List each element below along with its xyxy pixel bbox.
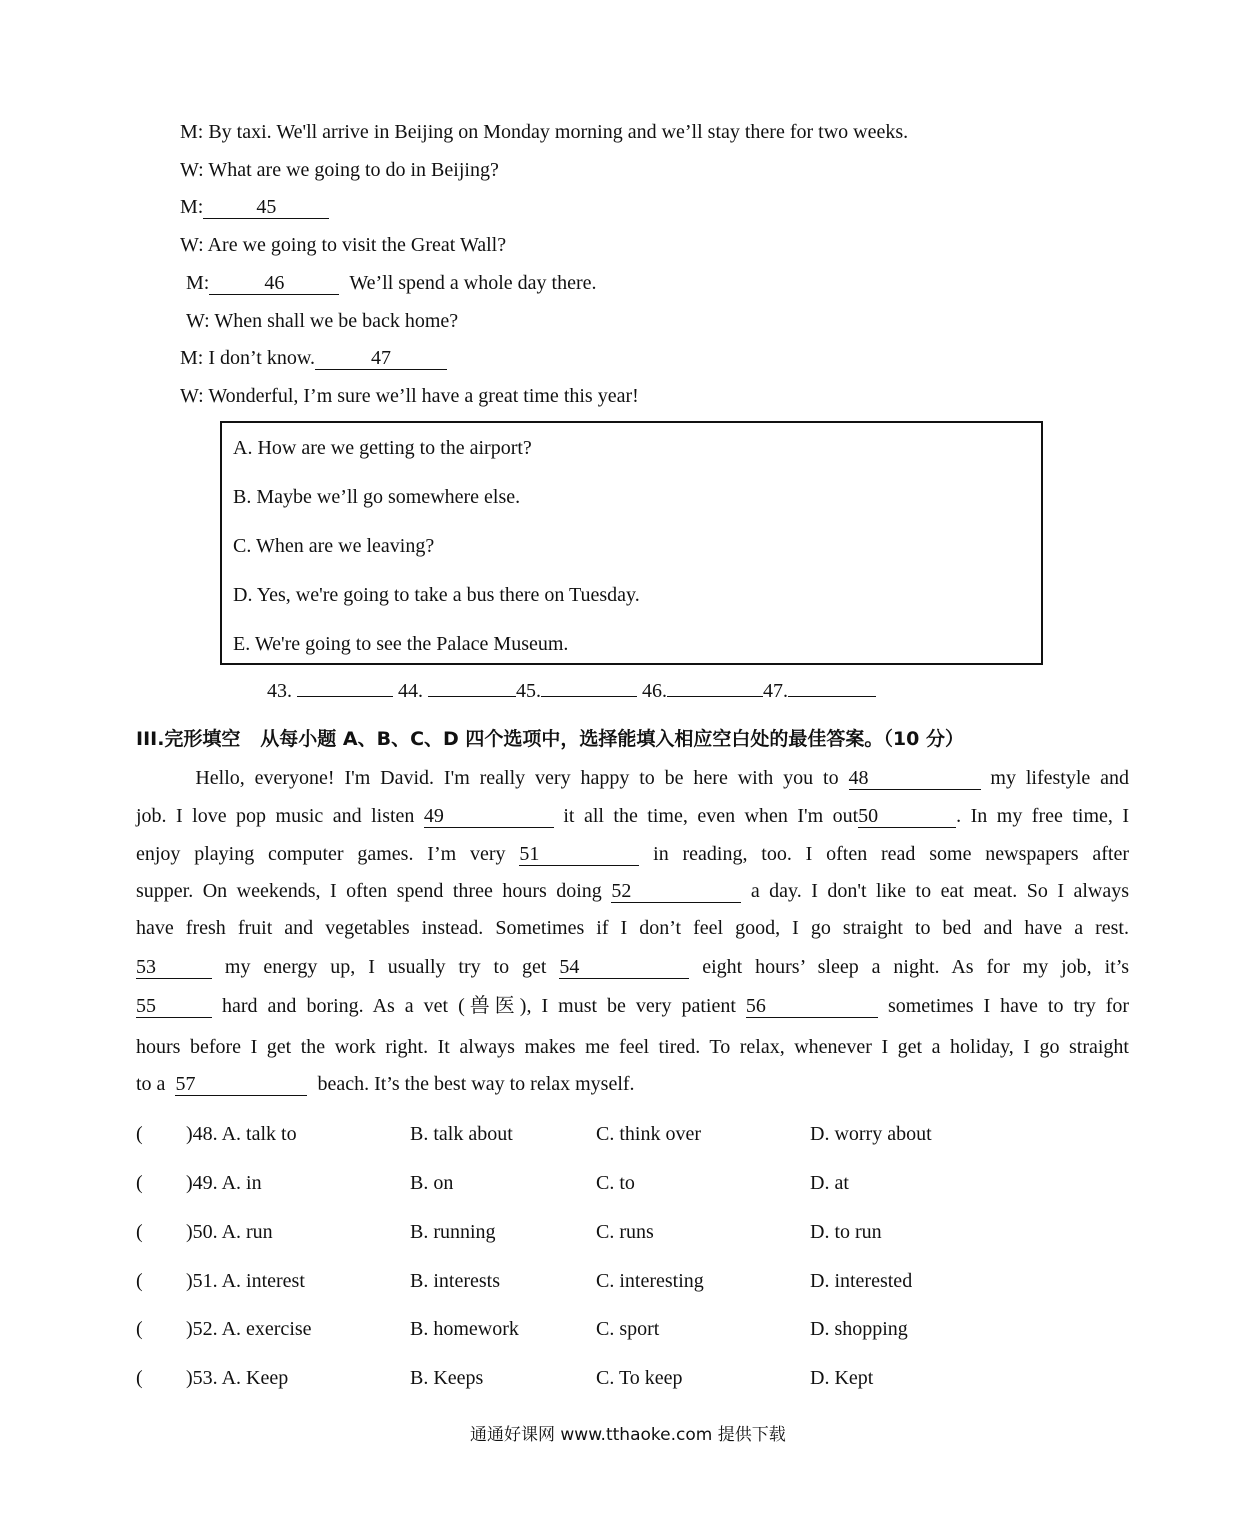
dialogue-line: M: 46 We’ll spend a whole day there.: [186, 272, 597, 294]
passage-blank-54[interactable]: 54: [559, 957, 689, 979]
passage-blank-49[interactable]: 49: [424, 806, 554, 828]
answer-blank-43[interactable]: [297, 695, 393, 697]
option-d: D. Yes, we're going to take a bus there on Tuesday.: [233, 584, 640, 606]
dialogue-line: W: What are we going to do in Beijing?: [180, 159, 499, 181]
answer-blank-45b[interactable]: [541, 695, 637, 697]
answer-paren[interactable]: (: [136, 1123, 143, 1145]
choice-a[interactable]: A. run: [221, 1221, 273, 1243]
choice-b[interactable]: B. running: [410, 1221, 496, 1243]
answer-blank-46b[interactable]: [667, 695, 763, 697]
page-footer: 通通好课网 www.tthaoke.com 提供下载: [470, 1425, 786, 1445]
choice-b[interactable]: B. homework: [410, 1318, 519, 1340]
dialogue-line: W: When shall we be back home?: [186, 310, 459, 332]
passage-blank-52[interactable]: 52: [611, 881, 741, 903]
choice-a[interactable]: A. Keep: [221, 1367, 289, 1389]
choice-c[interactable]: C. sport: [596, 1318, 660, 1340]
answer-blank-46[interactable]: 46: [209, 273, 339, 295]
dialogue-line: M: 45: [180, 197, 329, 219]
choice-b[interactable]: B. Keeps: [410, 1367, 484, 1389]
options-box: [220, 421, 1043, 665]
passage-line: Hello, everyone! I'm David. I'm really very happy to be here with you to 48 my lifestyle and: [195, 767, 1130, 789]
answer-paren[interactable]: (: [136, 1367, 143, 1389]
question-number: )50. A. run: [186, 1221, 273, 1243]
answer-line: 43. 44. 45. 46. 47.: [267, 681, 876, 701]
choice-a[interactable]: A. exercise: [221, 1318, 312, 1340]
question-number: )52. A. exercise: [186, 1318, 312, 1340]
passage-blank-53[interactable]: 53: [136, 957, 212, 979]
answer-paren[interactable]: (: [136, 1318, 143, 1340]
choice-d[interactable]: D. interested: [810, 1270, 913, 1292]
option-c: C. When are we leaving?: [233, 535, 435, 557]
passage-blank-51[interactable]: 51: [519, 844, 639, 866]
question-number: )48. A. talk to: [186, 1123, 297, 1145]
choice-d[interactable]: D. worry about: [810, 1123, 932, 1145]
option-b: B. Maybe we’ll go somewhere else.: [233, 486, 521, 508]
passage-line: job. I love pop music and listen 49 it all the time, even when I'm out50 . In my free time, I: [136, 805, 1129, 827]
choice-b[interactable]: B. interests: [410, 1270, 500, 1292]
answer-blank-45[interactable]: 45: [203, 197, 329, 219]
choice-d[interactable]: D. Kept: [810, 1367, 874, 1389]
dialogue-line: W: Are we going to visit the Great Wall?: [180, 234, 507, 256]
question-number: )51. A. interest: [186, 1270, 305, 1292]
question-number: )53. A. Keep: [186, 1367, 289, 1389]
option-e: E. We're going to see the Palace Museum.: [233, 633, 569, 655]
passage-line: 55 hard and boring. As a vet (兽医), I must be very patient 56 sometimes I have to try for: [136, 995, 1130, 1017]
dialogue-line: M: I don’t know. 47: [180, 348, 447, 370]
passage-line: 53 my energy up, I usually try to get 54 eight hours’ sleep a night. As for my job, it’s: [136, 956, 1130, 978]
choice-b[interactable]: B. talk about: [410, 1123, 513, 1145]
choice-b[interactable]: B. on: [410, 1172, 454, 1194]
choice-a[interactable]: A. in: [221, 1172, 262, 1194]
section-heading: III.完形填空 从每小题 A、B、C、D 四个选项中，选择能填入相应空白处的最佳答案。（10 分）: [136, 728, 964, 750]
passage-blank-48[interactable]: 48: [849, 768, 981, 790]
choice-c[interactable]: C. think over: [596, 1123, 701, 1145]
choice-c[interactable]: C. runs: [596, 1221, 654, 1243]
option-a: A. How are we getting to the airport?: [233, 437, 532, 459]
passage-line: enjoy playing computer games. I’m very 51 in reading, too. I often read some newspapers after: [136, 843, 1130, 865]
passage-blank-50[interactable]: 50: [858, 806, 956, 828]
choice-d[interactable]: D. shopping: [810, 1318, 908, 1340]
answer-paren[interactable]: (: [136, 1270, 143, 1292]
answer-paren[interactable]: (: [136, 1221, 143, 1243]
passage-blank-56[interactable]: 56: [746, 996, 878, 1018]
choice-d[interactable]: D. at: [810, 1172, 849, 1194]
passage-line: supper. On weekends, I often spend three hours doing 52 a day. I don't like to eat meat. So I always: [136, 880, 1130, 902]
dialogue-line: M: By taxi. We'll arrive in Beijing on Monday morning and we’ll stay there for two weeks.: [180, 121, 909, 143]
choice-a[interactable]: A. talk to: [221, 1123, 297, 1145]
passage-line: hours before I get the work right. It always makes me feel tired. To relax, whenever I get a holiday, I go straight: [136, 1036, 1129, 1058]
question-number: )49. A. in: [186, 1172, 262, 1194]
passage-blank-57[interactable]: 57: [175, 1074, 307, 1096]
dialogue-line: W: Wonderful, I’m sure we’ll have a great time this year!: [180, 385, 639, 407]
passage-line: have fresh fruit and vegetables instead. Sometimes if I don’t feel good, I go straight to bed and have a rest.: [136, 917, 1129, 939]
passage-blank-55[interactable]: 55: [136, 996, 212, 1018]
choice-c[interactable]: C. to: [596, 1172, 635, 1194]
answer-paren[interactable]: (: [136, 1172, 143, 1194]
choice-d[interactable]: D. to run: [810, 1221, 882, 1243]
choice-c[interactable]: C. interesting: [596, 1270, 704, 1292]
choice-c[interactable]: C. To keep: [596, 1367, 683, 1389]
passage-line: to a 57 beach. It’s the best way to relax myself.: [136, 1073, 635, 1095]
answer-blank-44[interactable]: [428, 695, 516, 697]
choice-a[interactable]: A. interest: [221, 1270, 305, 1292]
answer-blank-47b[interactable]: [788, 695, 876, 697]
answer-blank-47[interactable]: 47: [315, 348, 447, 370]
